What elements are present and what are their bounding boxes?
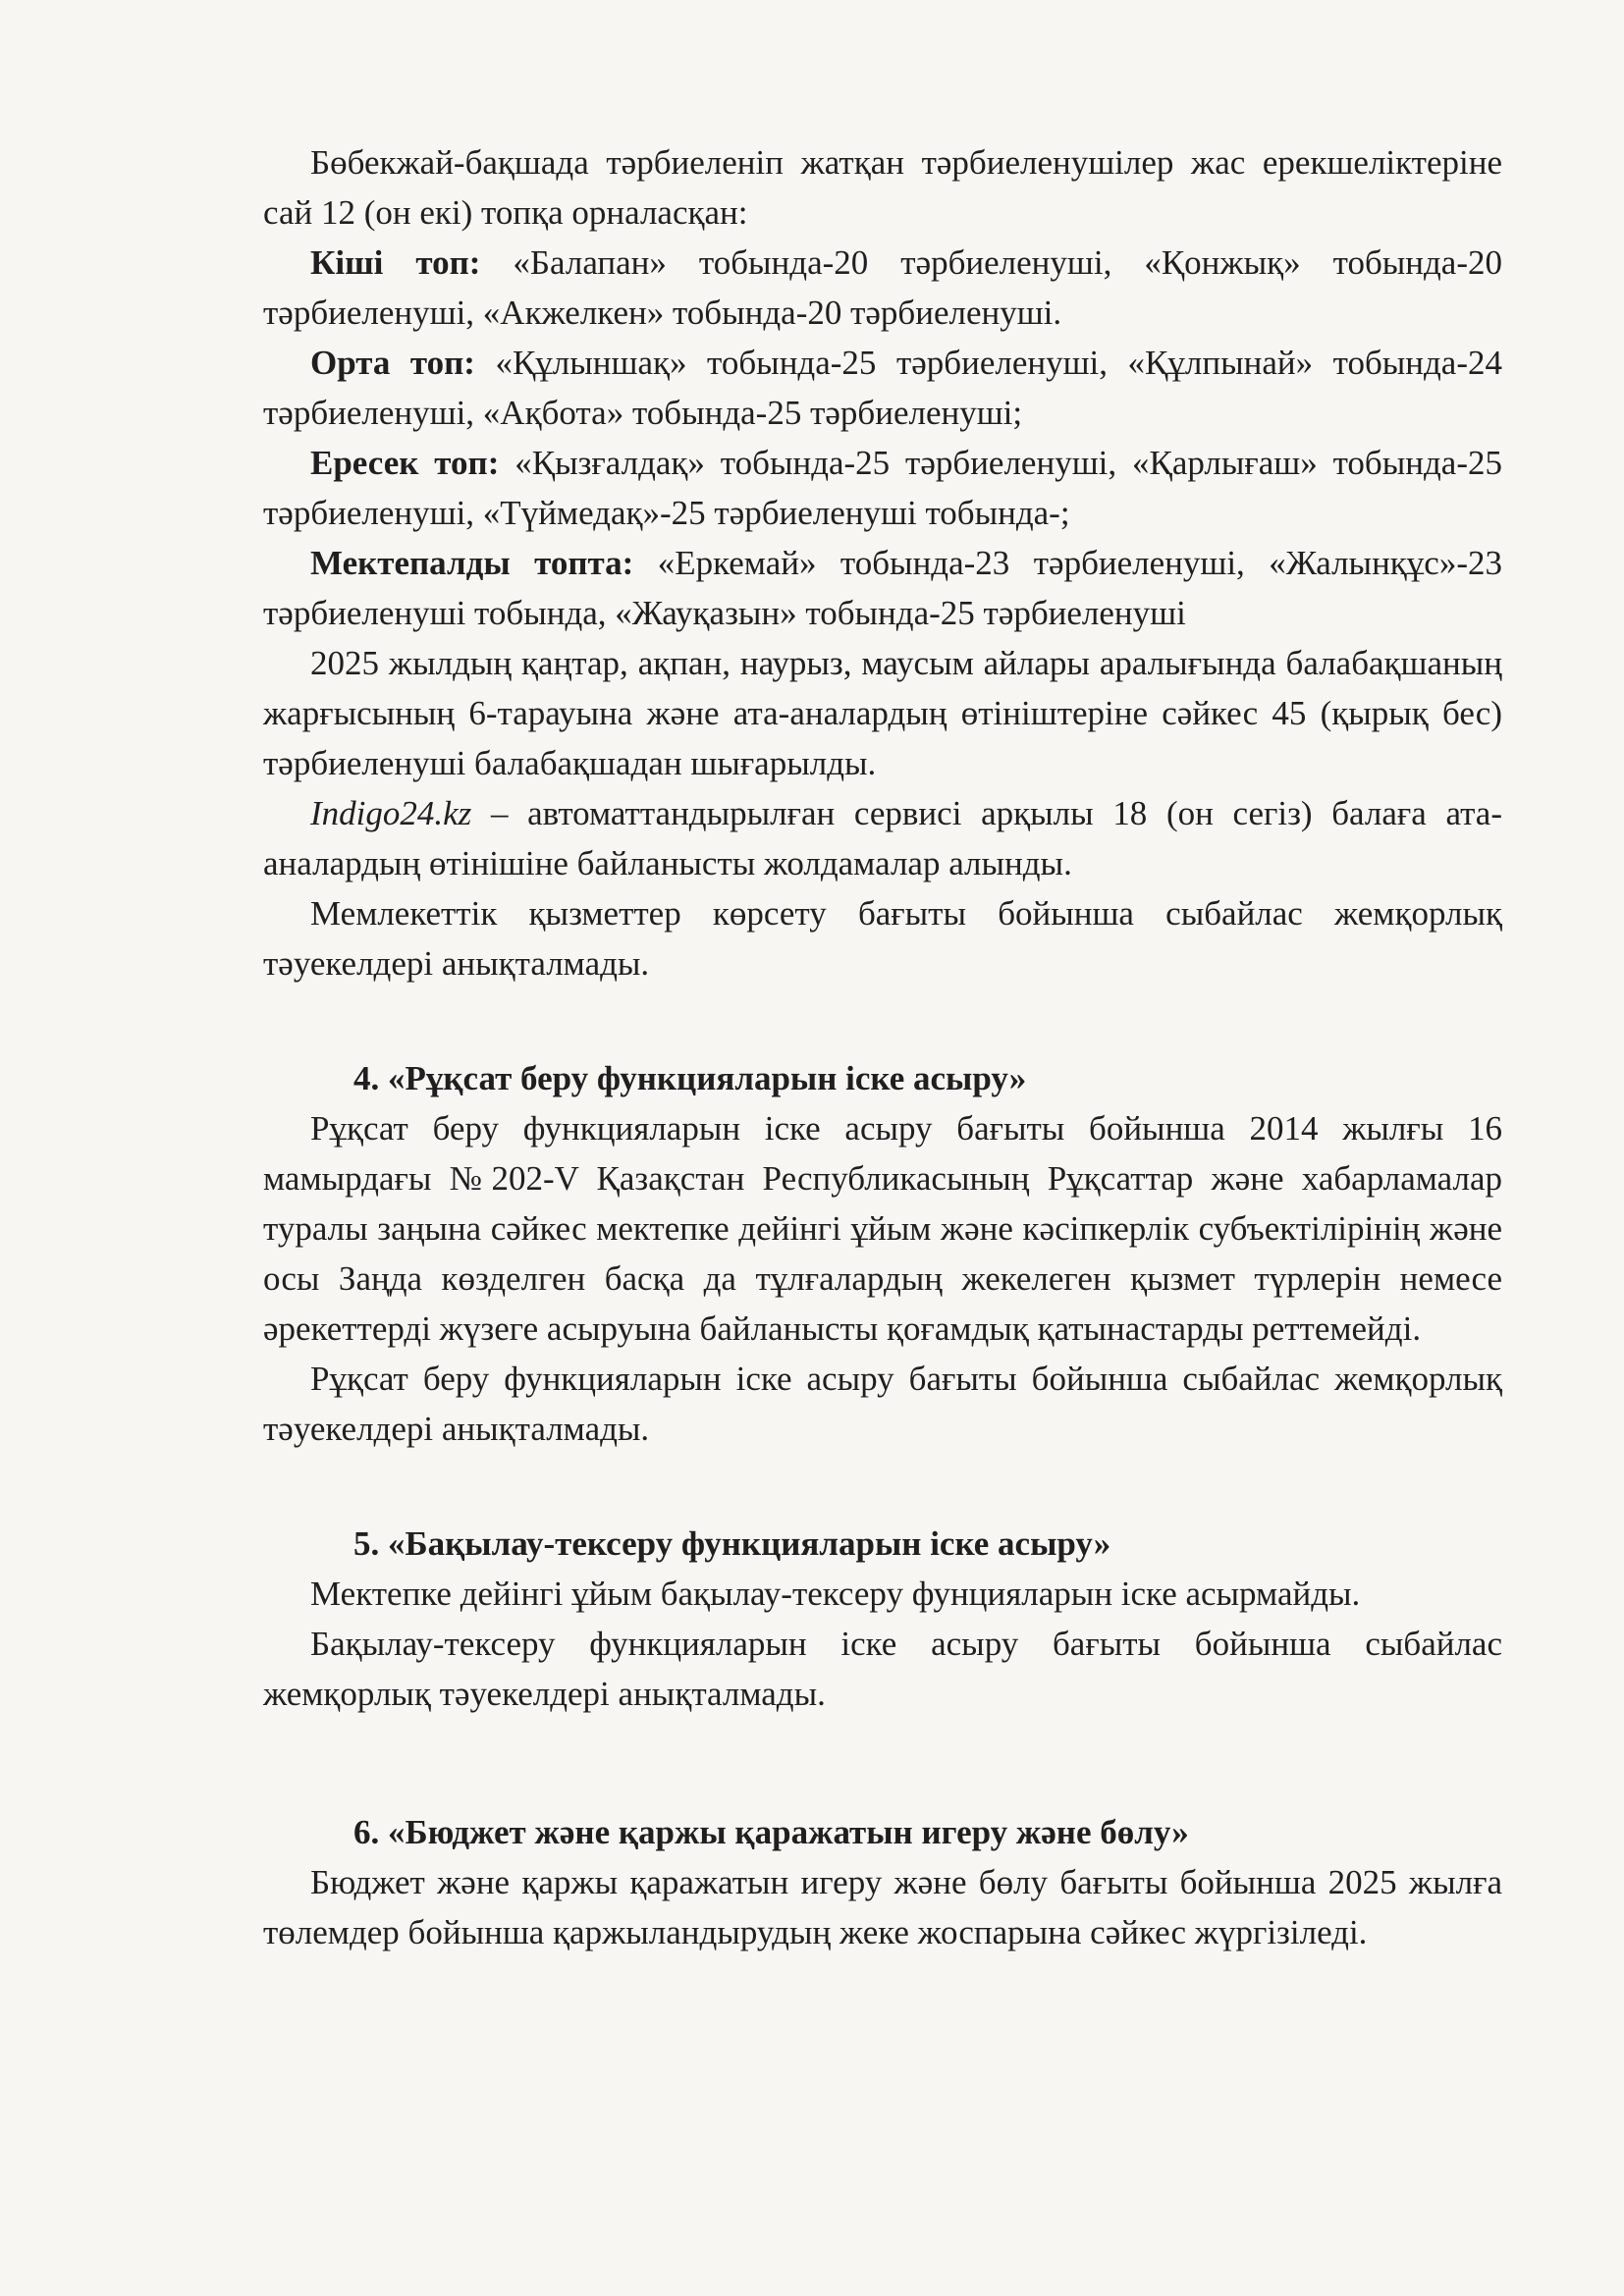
section-4-paragraph-2: Рұқсат беру функцияларын іске асыру бағыты бойынша сыбайлас жемқорлық тәуекелдері анықталмады. bbox=[263, 1360, 1502, 1448]
section-5-paragraph-2: Бақылау-тексеру функцияларын іске асыру бағыты бойынша сыбайлас жемқорлық тәуекелдері анықталмады. bbox=[263, 1625, 1502, 1713]
preschool-group-text: «Еркемай» тобында-23 тәрбиеленуші, «Жалынқұс»-23 тәрбиеленуші тобында, «Жауқазын» тобында-25 тәрбиеленуші bbox=[263, 544, 1502, 632]
document-page bbox=[263, 137, 1502, 1957]
senior-group-paragraph bbox=[263, 438, 1502, 538]
intro-paragraph: Бөбекжай-бақшада тәрбиеленіп жатқан тәрбиеленушілер жас ерекшеліктеріне сай 12 (он екі) топқа орналасқан: bbox=[263, 143, 1502, 232]
small-group-label: Кіші топ: bbox=[310, 243, 481, 282]
section-5-heading: 5. «Бақылау-тексеру функцияларын іске асыру» bbox=[353, 1524, 1111, 1563]
section-6-paragraph-1: Бюджет және қаржы қаражатын игеру және бөлу бағыты бойынша 2025 жылға төлемдер бойынша қаржыландырудың жеке жоспарына сәйкес жүргізіледі. bbox=[263, 1863, 1502, 1951]
indigo-service-name: Indigo24.kz bbox=[310, 794, 472, 832]
section-4-heading: 4. «Рұқсат беру функцияларын іске асыру» bbox=[353, 1059, 1027, 1097]
preschool-group-paragraph bbox=[263, 538, 1502, 638]
small-group-paragraph bbox=[263, 238, 1502, 338]
section-5-paragraph-1: Мектепке дейінгі ұйым бақылау-тексеру фунцияларын іске асырмайды. bbox=[310, 1575, 1361, 1613]
public-services-risk-paragraph: Мемлекеттік қызметтер көрсету бағыты бойынша сыбайлас жемқорлық тәуекелдері анықталмады. bbox=[263, 894, 1502, 983]
indigo-paragraph bbox=[263, 788, 1502, 888]
preschool-group-label: Мектепалды топта: bbox=[310, 544, 634, 582]
middle-group-label: Орта топ: bbox=[310, 344, 475, 382]
senior-group-text: «Қызғалдақ» тобында-25 тәрбиеленуші, «Қарлығаш» тобында-25 тәрбиеленуші, «Түймедақ»-25 тәрбиеленуші тобында-; bbox=[263, 444, 1502, 532]
section-4-paragraph-1: Рұқсат беру функцияларын іске асыру бағыты бойынша 2014 жылғы 16 мамырдағы №202-V Қазақстан Республикасының Рұқсаттар және хабарламалар туралы заңына сәйкес мектепке дейінгі ұйым және кәсіпкерлік субъектілірінің және осы Заңда көзделген басқа да тұлғалардың жекелеген қызмет түрлерін немесе әрекеттерді жүзеге асыруына байланысты қоғамдық қатынастарды реттемейді. bbox=[263, 1109, 1502, 1348]
small-group-text: «Балапан» тобында-20 тәрбиеленуші, «Қонжық» тобында-20 тәрбиеленуші, «Акжелкен» тобында-20 тәрбиеленуші. bbox=[263, 243, 1502, 332]
expelled-paragraph: 2025 жылдың қаңтар, ақпан, наурыз, маусым айлары аралығында балабақшаның жарғысының 6-тарауына және ата-аналардың өтініштеріне сәйкес 45 (қырық бес) тәрбиеленуші балабақшадан шығарылды. bbox=[263, 644, 1502, 782]
senior-group-label: Ересек топ: bbox=[310, 444, 500, 482]
indigo-text: – автоматтандырылған сервисі арқылы 18 (он сегіз) балаға ата-аналардың өтінішіне байланысты жолдамалар алынды. bbox=[263, 794, 1502, 882]
middle-group-paragraph bbox=[263, 338, 1502, 438]
section-6-heading: 6. «Бюджет және қаржы қаражатын игеру және бөлу» bbox=[353, 1813, 1189, 1851]
middle-group-text: «Құлыншақ» тобында-25 тәрбиеленуші, «Құлпынай» тобында-24 тәрбиеленуші, «Ақбота» тобында-25 тәрбиеленуші; bbox=[263, 344, 1502, 432]
